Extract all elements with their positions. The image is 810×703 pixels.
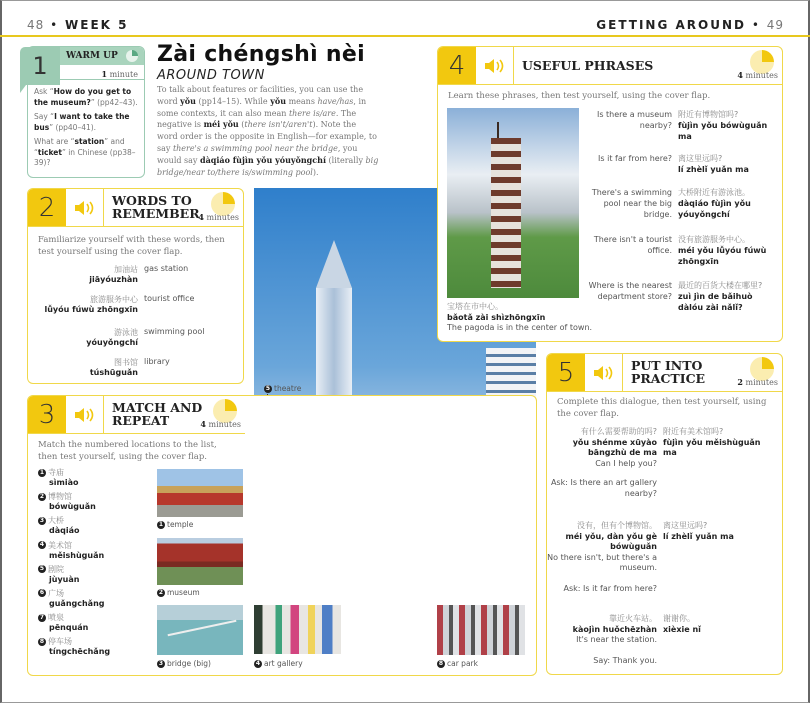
bridge-photo (157, 605, 243, 655)
list-item: 8 停车场 tíngchēchǎng (39, 637, 111, 657)
caption-temple: 1 temple (158, 520, 194, 529)
divider (60, 79, 144, 80)
speaker-icon[interactable] (585, 354, 623, 391)
phrase-item: There isn't a tourist office. 没有旅游服务中心。 méi yǒu lǚyóu fúwù zhōngxīn (593, 235, 767, 266)
section-intro: Complete this dialogue, then test yourself, using the cover flap. (557, 397, 767, 419)
speaker-icon[interactable] (66, 396, 104, 433)
phrase-item: Where is the nearest department store? 最近的百货大楼在哪里? zuì jìn de bǎihuò dàlóu zài nǎlǐ? (588, 281, 763, 312)
list-item: 1 寺庙 sìmiào (39, 468, 79, 487)
list-item: 2 博物馆 bówùguǎn (39, 492, 96, 512)
section-intro: Match the numbered locations to the list, then test yourself, using the cover flap. (38, 440, 217, 462)
warmup-box (27, 46, 145, 178)
speaker-icon[interactable] (66, 189, 104, 226)
duration: 4 minutes (200, 419, 241, 429)
dialogue-line: 有什么需要帮助的吗? yǒu shénme xūyào bāngzhù de ma Can I help you? 附近有美术馆吗? fùjìn yǒu měishùguǎn ma (572, 427, 761, 468)
caption-car-park: 8 car park (438, 659, 478, 668)
pagoda (491, 138, 521, 288)
useful-phrases-box (437, 46, 783, 342)
words-to-remember-box (27, 188, 244, 384)
warmup-prompt: Say “I want to take the bus” (pp40–41). (34, 112, 130, 132)
section-number: 5 (547, 354, 585, 391)
list-item: 7 喷泉 pēnquán (39, 613, 89, 633)
page-number-left: 48 (27, 18, 45, 32)
temple-photo (157, 469, 243, 517)
section-title: MATCH AND REPEAT 4 minutes (112, 400, 241, 429)
section-intro: Learn these phrases, then test yourself, using the cover flap. (448, 91, 711, 101)
put-into-practice-box (546, 353, 783, 675)
duration: 2 minutes (737, 377, 778, 387)
page-number-right: 49 (766, 18, 784, 32)
section-title: WORDS TO REMEMBER 4 minutes (112, 193, 239, 222)
duration: 4 minutes (198, 212, 239, 222)
caption-theatre: 5 theatre (265, 384, 302, 393)
lesson-title: Zài chéngshì nèi (157, 42, 365, 67)
section-number: 3 (28, 396, 66, 433)
warmup-prompt: Ask “How do you get to the museum?” (pp42–43). (34, 87, 138, 107)
caption-art-gallery: 4 art gallery (255, 659, 303, 668)
section-title: PUT INTO PRACTICE 2 minutes (631, 358, 778, 387)
section-title: USEFUL PHRASES 4 minutes (514, 47, 782, 84)
pagoda-photo (447, 108, 579, 298)
vocab-item: 加油站 jiāyóuzhàn gas station (89, 264, 189, 284)
list-item: 4 美术馆 měishùguǎn (39, 540, 105, 560)
section-intro: Familiarize yourself with these words, then test yourself using the cover flap. (38, 235, 225, 257)
speaker-icon[interactable] (476, 47, 514, 84)
caption-bridge: 3 bridge (big) (158, 659, 211, 668)
section-number: 4 (438, 47, 476, 84)
vocab-item: 旅游服务中心 lǚyóu fúwù zhōngxīn tourist office (44, 294, 195, 314)
caption-museum: 2 museum (158, 588, 200, 597)
photo-caption: 宝塔在市中心。 bǎotǎ zài shìzhōngxīn The pagoda is in the center of town. (447, 302, 593, 332)
warmup-number: 1 (20, 47, 60, 85)
warmup-title: WARM UP (60, 47, 144, 65)
dialogue-line: 靠近火车站。 kàojìn huǒchēzhàn It's near the station. 谢谢你。 xièxie nǐ (572, 614, 701, 644)
museum-photo (157, 538, 243, 585)
dialogue-line: 没有，但有个博物馆。 méi yǒu, dàn yǒu gè bówùguǎn No there isn't, but there's a museum. 离这里远吗? lí zhèlǐ yuǎn ma (547, 521, 734, 572)
numbered-vocab-list (38, 468, 110, 662)
right-page-header: GETTING AROUND • 49 (596, 18, 784, 32)
car-park-photo (437, 605, 525, 655)
section-label-right: GETTING AROUND (596, 18, 746, 32)
dialogue-prompt: Say: Thank you. (593, 656, 657, 665)
left-page-header: 48 • WEEK 5 (27, 18, 129, 32)
dialogue-prompt: Ask: Is there an art gallery nearby? (550, 478, 657, 498)
art-gallery-photo (254, 605, 341, 654)
lesson-subtitle: AROUND TOWN (157, 68, 265, 83)
lesson-intro-paragraph: To talk about features or facilities, you can use the word yǒu (pp14–15). While yǒu means have/has, in some contexts, it can also mean there is/are. The negative is méi yǒu (there isn't/aren't). Note the word order is the opposite in English—for example, to say there's a swimming pool near the bridge, you would say dàqiáo fùjìn yǒu yóuyǒngchí (literally big bridge/near to/there is/swimming pool). (157, 85, 379, 177)
warmup-prompts (34, 87, 140, 173)
warmup-prompt: What are “station” and “ticket” in Chinese (pp38–39)? (34, 137, 136, 167)
phrase-item: There's a swimming pool near the big bridge. 大桥附近有游泳池。 dàqiáo fùjìn yǒu yóuyǒngchí (591, 188, 751, 219)
vocab-item: 图书馆 túshūguǎn library (89, 357, 170, 377)
warmup-duration: 1 minute (101, 69, 138, 79)
section-label-left: WEEK 5 (65, 18, 129, 32)
vocab-item: 游泳池 yóuyǒngchí swimming pool (86, 327, 205, 347)
list-item: 3 大桥 dàqiáo (39, 516, 80, 536)
duration: 4 minutes (737, 70, 778, 80)
header-rule (0, 35, 810, 37)
phrase-item: Is there a museum nearby? 附近有博物馆吗? fùjìn yǒu bówùguǎn ma (596, 110, 768, 141)
timer-pie-icon (126, 50, 138, 62)
tower-spire (316, 240, 352, 288)
list-item: 5 剧院 jùyuàn (39, 564, 80, 584)
section-number: 2 (28, 189, 66, 226)
dialogue-prompt: Ask: Is it far from here? (563, 584, 657, 593)
list-item: 6 广场 guǎngchǎng (39, 588, 105, 608)
phrase-item: Is it far from here? 离这里远吗? lí zhèlǐ yuǎn ma (598, 154, 749, 174)
